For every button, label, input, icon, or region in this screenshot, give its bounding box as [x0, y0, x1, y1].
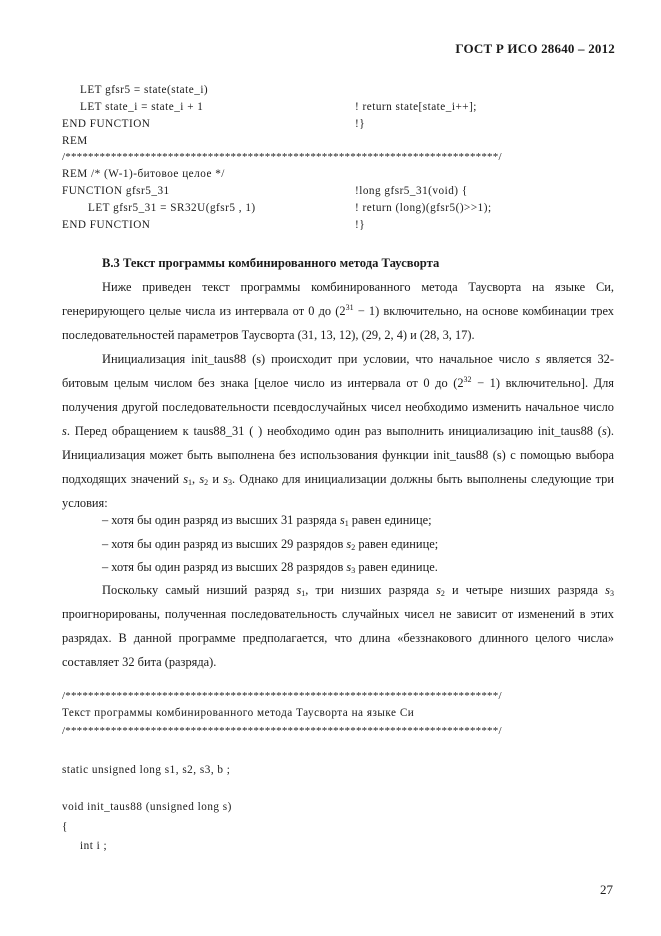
code-line: FUNCTION gfsr5_31: [62, 185, 170, 197]
list-item: – хотя бы один разряд из высших 29 разрядов $s_2$ равен единице;: [102, 536, 439, 552]
code-comment: !}: [355, 118, 366, 130]
list-item: – хотя бы один разряд из высших 31 разряда $s_1$ равен единице;: [102, 513, 432, 528]
code-line: LET gfsr5_31 = SR32U(gfsr5 , 1): [88, 202, 256, 214]
code-line: END FUNCTION: [62, 118, 151, 130]
code-line: REM /* (W-1)-битовое целое */: [62, 168, 225, 180]
code-comment: ! return state[state_i++];: [355, 101, 477, 113]
list-item: – хотя бы один разряд из высших 28 разрядов $s_3$ равен единице.: [102, 560, 438, 575]
code-comment: Текст программы комбинированного метода Таусворта на языке Си: [62, 707, 415, 719]
document-id: ГОСТ Р ИСО 28640 – 2012: [455, 41, 615, 56]
page-number: 27: [600, 882, 613, 897]
section-heading: В.3 Текст программы комбинированного метода Таусворта: [102, 256, 440, 270]
code-line: void init_taus88 (unsigned long s): [62, 801, 232, 813]
code-line: {: [62, 821, 68, 833]
code-line: LET state_i = state_i + 1: [80, 101, 204, 113]
code-comment: !long gfsr5_31(void) {: [355, 185, 468, 197]
code-line: LET gfsr5 = state(state_i): [80, 84, 209, 96]
code-line: END FUNCTION: [62, 219, 151, 231]
code-separator: /****************************************************************************/: [62, 690, 502, 702]
code-separator: /****************************************************************************/: [62, 725, 502, 737]
code-line: int i ;: [80, 840, 108, 852]
conditions-list: [102, 509, 438, 580]
code-comment: !}: [355, 219, 366, 231]
paragraph-1: Ниже приведен текст программы комбинированного метода Таусворта на языке Си, генерирующего целые числа из интервала от 0 до $(2^{31} - 1)$ включительно, на основе комбинации трех последовательностей параметров Таусворта (31, 13, 12), (29, 2, 4) и (28, 3, 17).: [62, 280, 615, 342]
code-comment: ! return (long)(gfsr5()>>1);: [355, 202, 492, 214]
code-separator: /****************************************************************************/: [62, 151, 502, 163]
code-line: REM: [62, 135, 88, 147]
paragraph-3: Поскольку самый низший разряд $s_1$, три низших разряда $s_2$ и четыре низших разряда $s_3$ проигнорированы, полученная последовательность случайных чисел не зависит от изменений в этих разрядах. В данной программе предполагается, что длина «беззнакового длинного целого числа» составляет 32 бита (разряда).: [62, 583, 614, 669]
code-line: static unsigned long s1, s2, s3, b ;: [62, 764, 231, 776]
paragraph-2: Инициализация init_taus88 (s) происходит при условии, что начальное число s является 32-битовым целым числом без знака [целое число из интервала от 0 до $(2^{32} - 1)$ включительно]. Для получения другой последовательности псевдослучайных чисел необходимо изменить начальное число s. Перед обращением к taus88_31 ( ) необходимо один раз выполнить инициализацию init_taus88 (s). Инициализация может быть выполнена без использования функции init_taus88 (s) с помощью выбора подходящих значений $s_1$, $s_2$ и $s_3$. Однако для инициализации должны быть выполнены следующие три условия:: [62, 352, 615, 510]
